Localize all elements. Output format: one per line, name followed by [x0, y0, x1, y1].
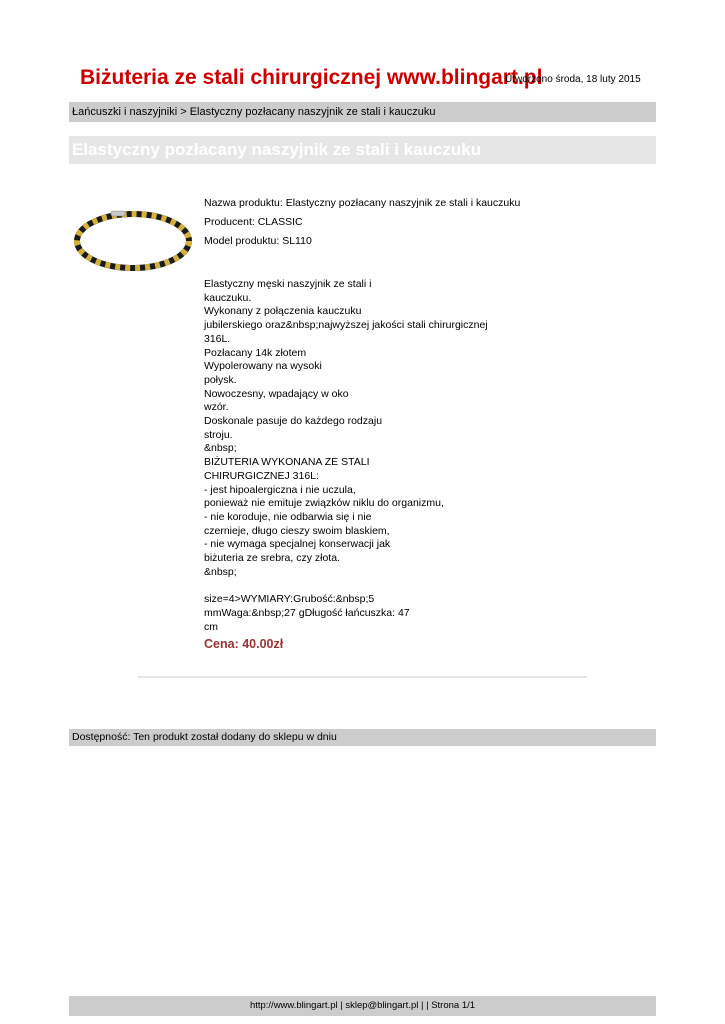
created-date: Utworzono środa, 18 luty 2015	[505, 74, 641, 85]
description-line: CHIRURGICZNEJ 316L:	[204, 469, 319, 482]
description-line: wzór.	[204, 401, 229, 414]
description-line: Pozłacany 14k złotem	[204, 346, 307, 359]
availability-bar: Dostępność: Ten produkt został dodany do sklepu w dniu	[69, 729, 656, 746]
description-line: size=4>WYMIARY:Grubość:&nbsp;5	[204, 593, 375, 606]
necklace-icon	[77, 211, 189, 268]
product-model: Model produktu: SL110	[204, 235, 312, 247]
product-meta	[204, 196, 520, 253]
description-line	[204, 579, 504, 593]
product-name: Nazwa produktu: Elastyczny pozłacany naszyjnik ze stali i kauczuku	[204, 197, 521, 209]
product-description	[204, 278, 504, 634]
description-line: czernieje, długo cieszy swoim blaskiem,	[204, 524, 390, 537]
description-line: ponieważ nie emituje związków niklu do organizmu,	[204, 497, 444, 510]
description-line: połysk.	[204, 373, 237, 386]
description-line: - jest hipoalergiczna i nie uczula,	[204, 483, 356, 496]
description-line: cm	[204, 620, 218, 633]
product-manufacturer: Producent: CLASSIC	[204, 216, 303, 228]
description-line: - nie wymaga specjalnej konserwacji jak	[204, 538, 391, 551]
description-line: Wykonany z połączenia kauczuku	[204, 305, 362, 318]
divider	[138, 676, 587, 678]
description-line: BIŻUTERIA WYKONANA ZE STALI	[204, 456, 370, 469]
product-image	[69, 191, 197, 289]
product-price: Cena: 40.00zł	[204, 637, 284, 651]
shop-title: Biżuteria ze stali chirurgicznej www.blingart.pl	[80, 66, 543, 89]
description-line: jubilerskiego oraz&nbsp;najwyższej jakości stali chirurgicznej	[204, 319, 488, 332]
breadcrumb: Łańcuszki i naszyjniki > Elastyczny pozłacany naszyjnik ze stali i kauczuku	[69, 102, 656, 122]
product-heading: Elastyczny pozłacany naszyjnik ze stali i kauczuku	[69, 136, 656, 164]
description-line: Elastyczny męski naszyjnik ze stali i	[204, 278, 372, 290]
description-line: &nbsp;	[204, 565, 237, 578]
description-line: mmWaga:&nbsp;27 gDługość łańcuszka: 47	[204, 606, 410, 619]
description-line: 316L.	[204, 332, 231, 345]
description-line: &nbsp;	[204, 442, 237, 455]
description-line: stroju.	[204, 428, 233, 441]
footer: http://www.blingart.pl | sklep@blingart.pl | | Strona 1/1	[69, 996, 656, 1016]
description-line: Doskonale pasuje do każdego rodzaju	[204, 415, 383, 428]
description-line: Nowoczesny, wpadający w oko	[204, 387, 349, 400]
description-line: kauczuku.	[204, 291, 252, 304]
description-line: - nie koroduje, nie odbarwia się i nie	[204, 510, 372, 523]
description-line: Wypolerowany na wysoki	[204, 360, 322, 373]
description-line: biżuteria ze srebra, czy złota.	[204, 552, 340, 565]
